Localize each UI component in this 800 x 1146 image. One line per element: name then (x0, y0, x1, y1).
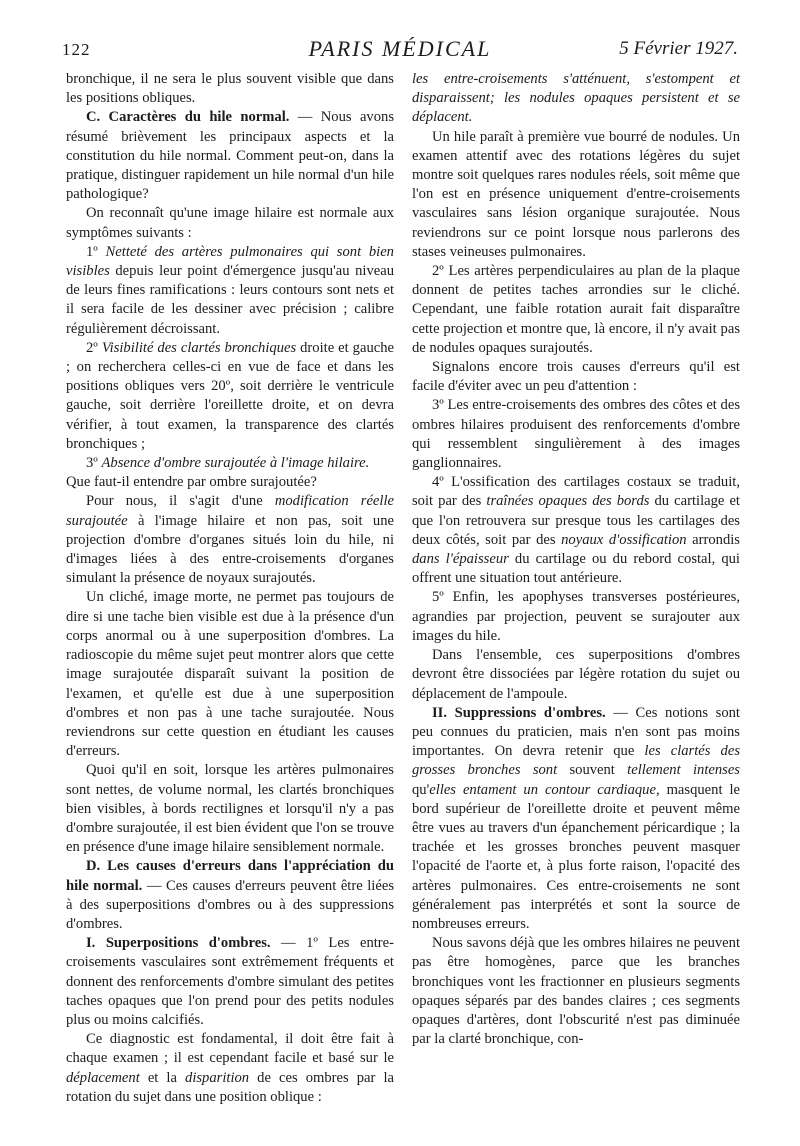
paragraph: 4º L'ossification des cartilages costaux se traduit, soit par des traînées opaques des bords du cartilage et que l'on retrouvera sur presque tous les cartilages des deux côtés, soit par des noyaux d'ossification arrondis dans l'épaisseur du cartilage ou du rebord costal, qui offrent une situation tout antérieure. (412, 474, 740, 587)
paragraph: On reconnaît qu'une image hilaire est normale aux symptômes suivants : (66, 205, 394, 241)
paragraph: Quoi qu'il en soit, lorsque les artères pulmonaires sont nettes, de volume normal, les clartés bronchiques bien visibles, à bords rectilignes et lorsqu'il n'y a pas d'ombre surajoutée, il est bien évident que l'on se trouve en présence d'une image hilaire sensiblement normale. (66, 762, 394, 856)
section-d: D. Les causes d'erreurs dans l'appréciation du hile normal. — Ces causes d'erreurs peuvent être liées à des superpositions d'ombres ou à des suppressions d'ombres. (66, 858, 394, 932)
section-ii: II. Suppressions d'ombres. — Ces notions sont peu connues du praticien, mais n'en sont pas moins importantes. On devra retenir que les clartés des grosses bronches sont souvent tellement intenses qu'elles entament un contour cardiaque, masquent le bord supérieur de l'oreillette droite et peuvent même être vues au travers d'un épanchement péricardique ; la trachée et les grosses bronches peuvent masquer l'opacité de l'aorte et, à plus forte raison, l'opacité des artères pulmonaires. Ces entre-croisements ne sont généralement pas interprétés et sont la source de nombreuses erreurs. (412, 704, 740, 932)
section-c: C. Caractères du hile normal. — Nous avons résumé brièvement les principaux aspects et la constitution du hile normal. Comment peut-on, dans la pratique, distinguer rapidement un hile normal d'un hile pathologique? (66, 109, 394, 203)
list-item: 2º Visibilité des clartés bronchiques droite et gauche ; on recherchera celles-ci en vue de face et dans les positions obliques vers 20º, soit derrière le ventricule gauche, soit derrière l'oreillette droite, et on devra vérifier, à tout examen, la transparence des clartés bronchiques ; (66, 339, 394, 452)
paragraph: les entre-croisements s'atténuent, s'estompent et disparaissent; les nodules opaques persistent et se déplacent. (412, 71, 740, 126)
paragraph: 3º Les entre-croisements des ombres des côtes et des ombres hilaires produisent des renforcements d'ombre qui ressemblent singulièrement à des images ganglionnaires. (412, 397, 740, 472)
paragraph: Un hile paraît à première vue bourré de nodules. Un examen attentif avec des rotations légères du sujet montre soit quelques rares nodules réels, soit même que l'on est en présence uniquement d'entre-croisements vasculaires sans lésion organique surajoutée. Nous reviendrons sur ce point lorsque nous parlerons des stases veineuses pulmonaires. (412, 128, 740, 260)
list-item: 1º Netteté des artères pulmonaires qui sont bien visibles depuis leur point d'émergence jusqu'au niveau de leurs fines ramifications : leurs contours sont nets et il sera facile de les dessiner avec précision ; calibre régulièrement décroissant. (66, 243, 394, 337)
paragraph: Signalons encore trois causes d'erreurs qu'il est facile d'éviter avec un peu d'attention : (412, 359, 740, 395)
section-i: I. Superpositions d'ombres. — 1º Les entre-croisements vasculaires sont extrêmement fréquents et donnent des renforcements d'ombre simulant des petites taches opaques que l'on prend pour des petits nodules plus ou moins calcifiés. (66, 935, 395, 1028)
paragraph: 2º Les artères perpendiculaires au plan de la plaque donnent de petites taches arrondies sur le cliché. Cependant, une faible rotation aurait fait disparaître cette projection et montre que, là encore, il n'y avait pas de nodules opaques surajoutés. (412, 263, 740, 356)
paragraph: Nous savons déjà que les ombres hilaires ne peuvent pas être homogènes, parce que les branches bronchiques vont les fractionner en plusieurs segments opaques séparés par des bandes claires ; ces segments opaques d'artères, dont l'obscurité n'est pas diminuée par la clarté bronchique, con- (412, 935, 740, 1048)
page-header (62, 36, 738, 68)
issue-date: 5 Février 1927. (619, 38, 738, 59)
paragraph: Que faut-il entendre par ombre surajoutée? (66, 474, 317, 491)
left-column (66, 70, 394, 1107)
paragraph: Ce diagnostic est fondamental, il doit être fait à chaque examen ; il est cependant facile et basé sur le déplacement et la disparition de ces ombres par la rotation du sujet dans une position oblique : (66, 1031, 394, 1105)
journal-title: PARIS MÉDICAL (308, 36, 492, 61)
paragraph: bronchique, il ne sera le plus souvent visible que dans les positions obliques. (66, 71, 394, 107)
section-heading: D. Les causes d'erreurs dans l'appréciation du hile normal. (66, 858, 394, 894)
section-heading: I. Superpositions d'ombres. (86, 935, 271, 952)
section-heading: II. Suppressions d'ombres. (432, 704, 606, 721)
paragraph: Pour nous, il s'agit d'une modification réelle surajoutée à l'image hilaire et non pas, soit une projection d'ombre d'organes situés loin du hile, ni d'images liées à des entre-croisements d'organes simulant la présence de noyaux surajoutés. (66, 493, 394, 587)
section-heading: C. Caractères du hile normal. (86, 109, 290, 126)
right-column (412, 70, 740, 1049)
paragraph: Dans l'ensemble, ces superpositions d'ombres devront être dissociées par légère rotation du sujet ou déplacement de l'ampoule. (412, 647, 740, 702)
paragraph: 5º Enfin, les apophyses transverses postérieures, agrandies par projection, peuvent se surajouter aux images du hile. (412, 589, 740, 644)
page-number: 122 (62, 40, 91, 59)
list-item: 3º Absence d'ombre surajoutée à l'image hilaire. (86, 455, 370, 472)
paragraph: Un cliché, image morte, ne permet pas toujours de dire si une tache bien visible est due à la présence d'un corps anormal ou à une superposition d'ombres. La radioscopie du même sujet peut montrer alors que cette image surajoutée disparaît suivant la position de l'examen, et qu'elle est due à une superposition d'ombres et non pas à une tache surajoutée. Nous reviendrons sur cette question en étudiant les causes d'erreurs. (66, 589, 394, 760)
